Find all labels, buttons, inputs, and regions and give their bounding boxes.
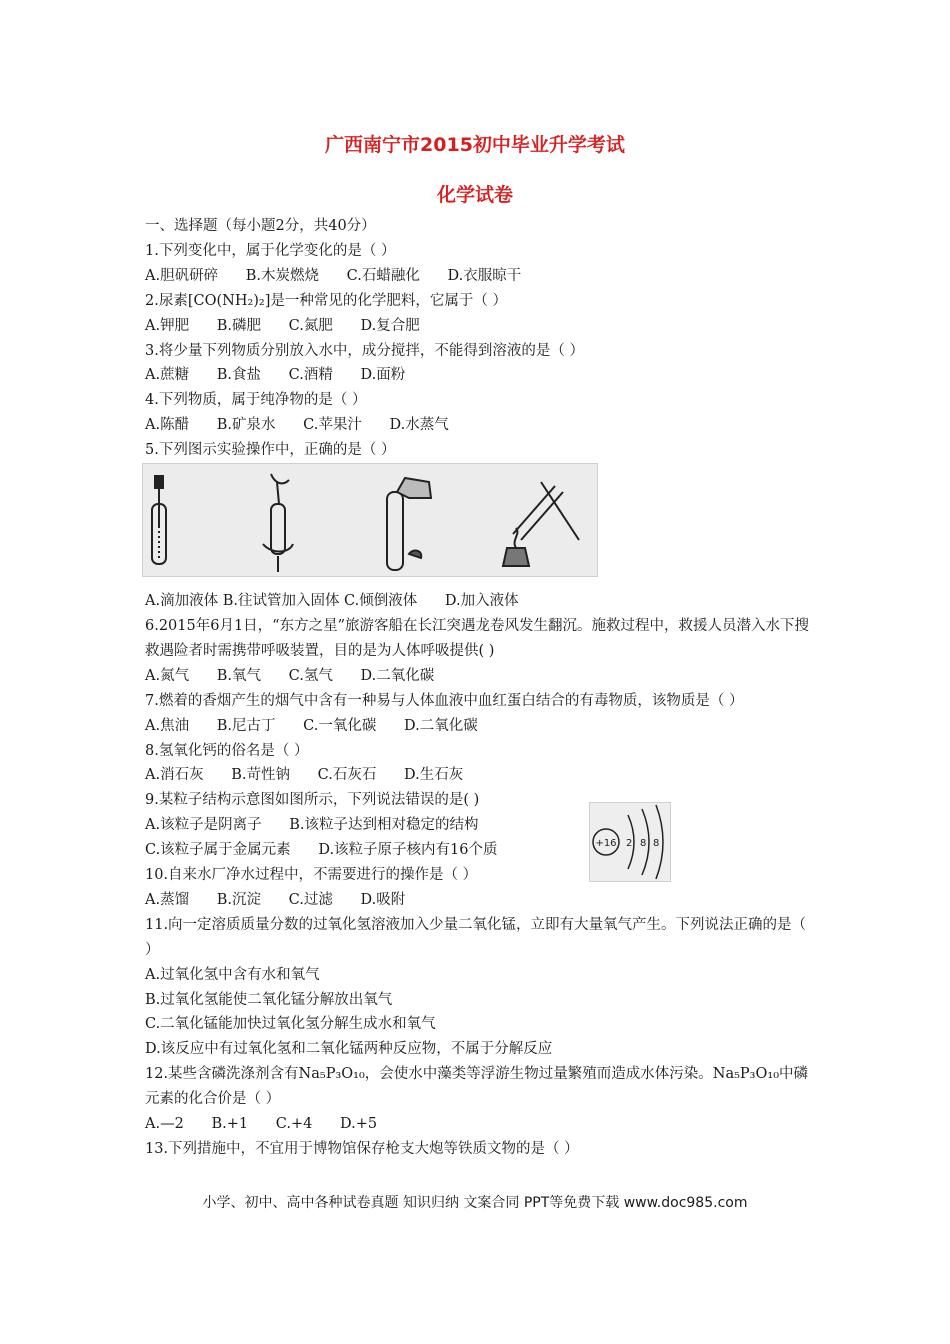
shell-3-count: 8 — [653, 838, 660, 849]
question-2-options: A.钾肥 B.磷肥 C.氮肥 D.复合肥 — [145, 317, 420, 334]
page-footer: 小学、初中、高中各种试卷真题 知识归纳 文案合同 PPT等免费下载 www.doc985.com — [202, 1195, 748, 1211]
question-6: 6.2015年6月1日，“东方之星”旅游客船在长江突遇龙卷风发生翻沉。施救过程中，救援人员潜入水下搜救遇险者时需携带呼吸装置，目的是为人体呼吸提供( ) — [145, 617, 810, 659]
dropper-icon — [152, 476, 166, 564]
shell-1-count: 2 — [626, 838, 633, 849]
question-10: 10.自来水厂净水过程中，不需要进行的操作是（ ） — [145, 867, 478, 884]
pouring-icon — [387, 478, 431, 570]
lab-operations-drawing — [143, 464, 597, 576]
question-8: 8.氢氧化钙的俗名是（ ） — [145, 742, 309, 759]
atom-structure-drawing — [590, 803, 670, 881]
question-12-options: A.—2 B.+1 C.+4 D.+5 — [145, 1116, 378, 1133]
question-2: 2.尿素[CO(NH₂)₂]是一种常见的化学肥料，它属于（ ） — [145, 292, 508, 309]
question-9-options-cd — [145, 838, 815, 863]
question-12: 12.某些含磷洗涤剂含有Na₅P₃O₁₀，会使水中藻类等浮游生物过量繁殖而造成水体污染。Na₅P₃O₁₀中磷元素的化合价是（ ） — [145, 1066, 809, 1108]
question-9-options-cd-text: C.该粒子属于金属元素 D.该粒子原子核内有16个质 — [145, 842, 498, 859]
question-9-options-ab: A.该粒子是阴离子 B.该粒子达到相对稳定的结构 — [145, 817, 479, 834]
question-11-option-c: C.二氧化锰能加快过氧化氢分解生成水和氧气 — [145, 1016, 436, 1033]
question-7-options: A.焦油 B.尼古丁 C.一氧化碳 D.二氧化碳 — [145, 717, 478, 734]
lab-operations-figure — [142, 463, 598, 577]
exam-body — [145, 214, 815, 1162]
question-7: 7.燃着的香烟产生的烟气中含有一种易与人体血液中血红蛋白结合的有毒物质，该物质是（ ） — [145, 692, 744, 709]
question-1: 1.下列变化中，属于化学变化的是（ ） — [145, 242, 396, 259]
question-5-options: A.滴加液体 B.往试管加入固体 C.倾倒液体 D.加入液体 — [145, 593, 519, 610]
question-10-options: A.蒸馏 B.沉淀 C.过滤 D.吸附 — [145, 891, 406, 908]
section-heading: 一、选择题（每小题2分，共40分） — [145, 218, 376, 234]
heating-icon — [503, 482, 579, 566]
question-11: 11.向一定溶质质量分数的过氧化氢溶液加入少量二氧化锰，立即有大量氧气产生。下列说法正确的是（ ） — [145, 916, 807, 958]
question-13: 13.下列措施中，不宜用于博物馆保存枪支大炮等铁质文物的是（ ） — [145, 1141, 579, 1157]
question-9: 9.某粒子结构示意图如图所示，下列说法错误的是( ) — [145, 792, 480, 809]
question-3: 3.将少量下列物质分别放入水中，成分搅拌，不能得到溶液的是（ ） — [145, 342, 584, 359]
question-1-options: A.胆矾研碎 B.木炭燃烧 C.石蜡融化 D.衣服晾干 — [145, 267, 522, 284]
question-6-options: A.氮气 B.氧气 C.氢气 D.二氧化碳 — [145, 667, 435, 684]
shell-2-count: 8 — [640, 838, 647, 849]
question-11-option-a: A.过氧化氢中含有水和氧气 — [145, 966, 320, 983]
page-title: 广西南宁市2015初中毕业升学考试 — [325, 134, 625, 156]
question-4: 4.下列物质，属于纯净物的是（ ） — [145, 392, 367, 409]
nucleus-charge: +16 — [595, 838, 617, 849]
solid-adding-icon — [263, 474, 293, 572]
question-8-options: A.消石灰 B.苛性钠 C.石灰石 D.生石灰 — [145, 767, 464, 784]
question-11-option-b: B.过氧化氢能使二氧化锰分解放出氧气 — [145, 991, 393, 1008]
atom-structure-figure — [589, 802, 671, 882]
question-5: 5.下列图示实验操作中，正确的是（ ） — [145, 442, 396, 459]
question-3-options: A.蔗糖 B.食盐 C.酒精 D.面粉 — [145, 367, 406, 384]
question-4-options: A.陈醋 B.矿泉水 C.苹果汁 D.水蒸气 — [145, 417, 449, 434]
page-subtitle: 化学试卷 — [436, 184, 513, 206]
question-11-option-d: D.该反应中有过氧化氢和二氧化锰两种反应物，不属于分解反应 — [145, 1041, 553, 1058]
